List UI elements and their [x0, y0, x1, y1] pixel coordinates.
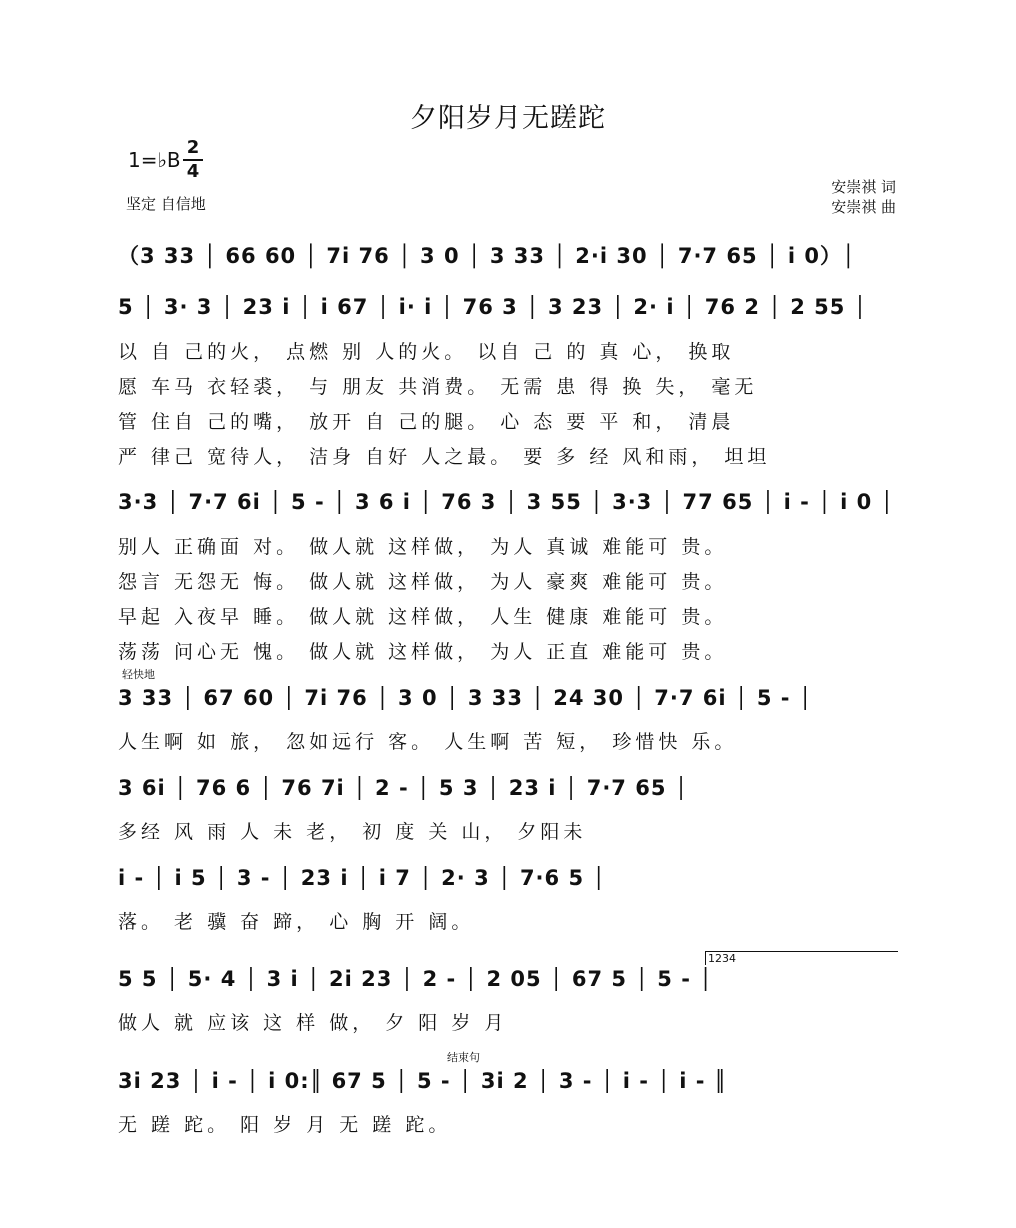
ending-label: 结束句	[447, 1051, 480, 1064]
lyricist-credit: 安崇祺 词	[831, 178, 896, 196]
system-2-lyric-2: 愿 车马 衣轻裘， 与 朋友 共消费。 无需 患 得 换 失， 毫无	[118, 376, 758, 398]
system-8-lyric-1: 无 蹉 跎。 阳 岁 月 无 蹉 跎。	[118, 1114, 452, 1136]
volta-bracket: 1234	[705, 951, 898, 965]
composer-credit: 安崇祺 曲	[831, 198, 896, 216]
song-title: 夕阳岁月无蹉跎	[410, 103, 606, 134]
system-1-notes: （3 33 │ 66 60 │ 7i 76 │ 3 0 │ 3 33 │ 2·i 30 │ 7·7 65 │ i 0）│	[118, 244, 856, 268]
system-7-notes: 5 5 │ 5· 4 │ 3 i │ 2i 23 │ 2 - │ 2 05 │ 67 5 │ 5 - │	[118, 967, 713, 991]
system-5-lyric-1: 多经 风 雨 人 未 老， 初 度 关 山， 夕阳未	[118, 821, 587, 843]
meter-bottom: 4	[186, 161, 200, 182]
system-6-lyric-1: 落。 老 骥 奋 蹄， 心 胸 开 阔。	[118, 911, 475, 933]
system-7-lyric-1: 做人 就 应该 这 样 做， 夕 阳 岁 月	[118, 1012, 508, 1034]
system-3-notes: 3·3 │ 7·7 6i │ 5 - │ 3 6 i │ 76 3 │ 3 55 │ 3·3 │ 77 65 │ i - │ i 0 │	[118, 490, 895, 514]
system-8-notes: 3i 23 │ i - │ i 0:║ 67 5 │ 5 - │ 3i 2 │ 3 - │ i - │ i - ║	[118, 1069, 728, 1093]
system-3-lyric-4: 荡荡 问心无 愧。 做人就 这样做， 为人 正直 难能可 贵。	[118, 641, 728, 663]
system-4-lyric-1: 人生啊 如 旅， 忽如远行 客。 人生啊 苦 短， 珍惜快 乐。	[118, 731, 738, 753]
meter-top: 2	[186, 137, 200, 158]
system-6-notes: i - │ i 5 │ 3 - │ 23 i │ i 7 │ 2· 3 │ 7·6 5 │	[118, 866, 607, 890]
system-3-lyric-2: 怨言 无怨无 悔。 做人就 这样做， 为人 豪爽 难能可 贵。	[118, 571, 728, 593]
key-signature: 1=♭B	[128, 148, 181, 172]
system-3-lyric-3: 早起 入夜早 睡。 做人就 这样做， 人生 健康 难能可 贵。	[118, 606, 728, 628]
system-5-notes: 3 6i │ 76 6 │ 76 7i │ 2 - │ 5 3 │ 23 i │ 7·7 65 │	[118, 776, 689, 800]
tempo-marking: 坚定 自信地	[126, 195, 206, 213]
system-2-lyric-3: 管 住自 己的嘴， 放开 自 己的腿。 心 态 要 平 和， 清晨	[118, 411, 735, 433]
system-4-notes: 3 33 │ 67 60 │ 7i 76 │ 3 0 │ 3 33 │ 24 30 │ 7·7 6i │ 5 - │	[118, 686, 813, 710]
system-2-lyric-1: 以 自 己的火， 点燃 别 人的火。 以自 己 的 真 心， 换取	[118, 341, 735, 363]
system-2-lyric-4: 严 律己 宽待人， 洁身 自好 人之最。 要 多 经 风和雨， 坦坦	[118, 446, 771, 468]
tempo-change-marking: 轻快地	[122, 668, 155, 681]
time-signature	[183, 138, 203, 182]
system-3-lyric-1: 别人 正确面 对。 做人就 这样做， 为人 真诚 难能可 贵。	[118, 536, 728, 558]
system-2-notes: 5 │ 3· 3 │ 23 i │ i 67 │ i· i │ 76 3 │ 3 23 │ 2· i │ 76 2 │ 2 55 │	[118, 295, 868, 319]
